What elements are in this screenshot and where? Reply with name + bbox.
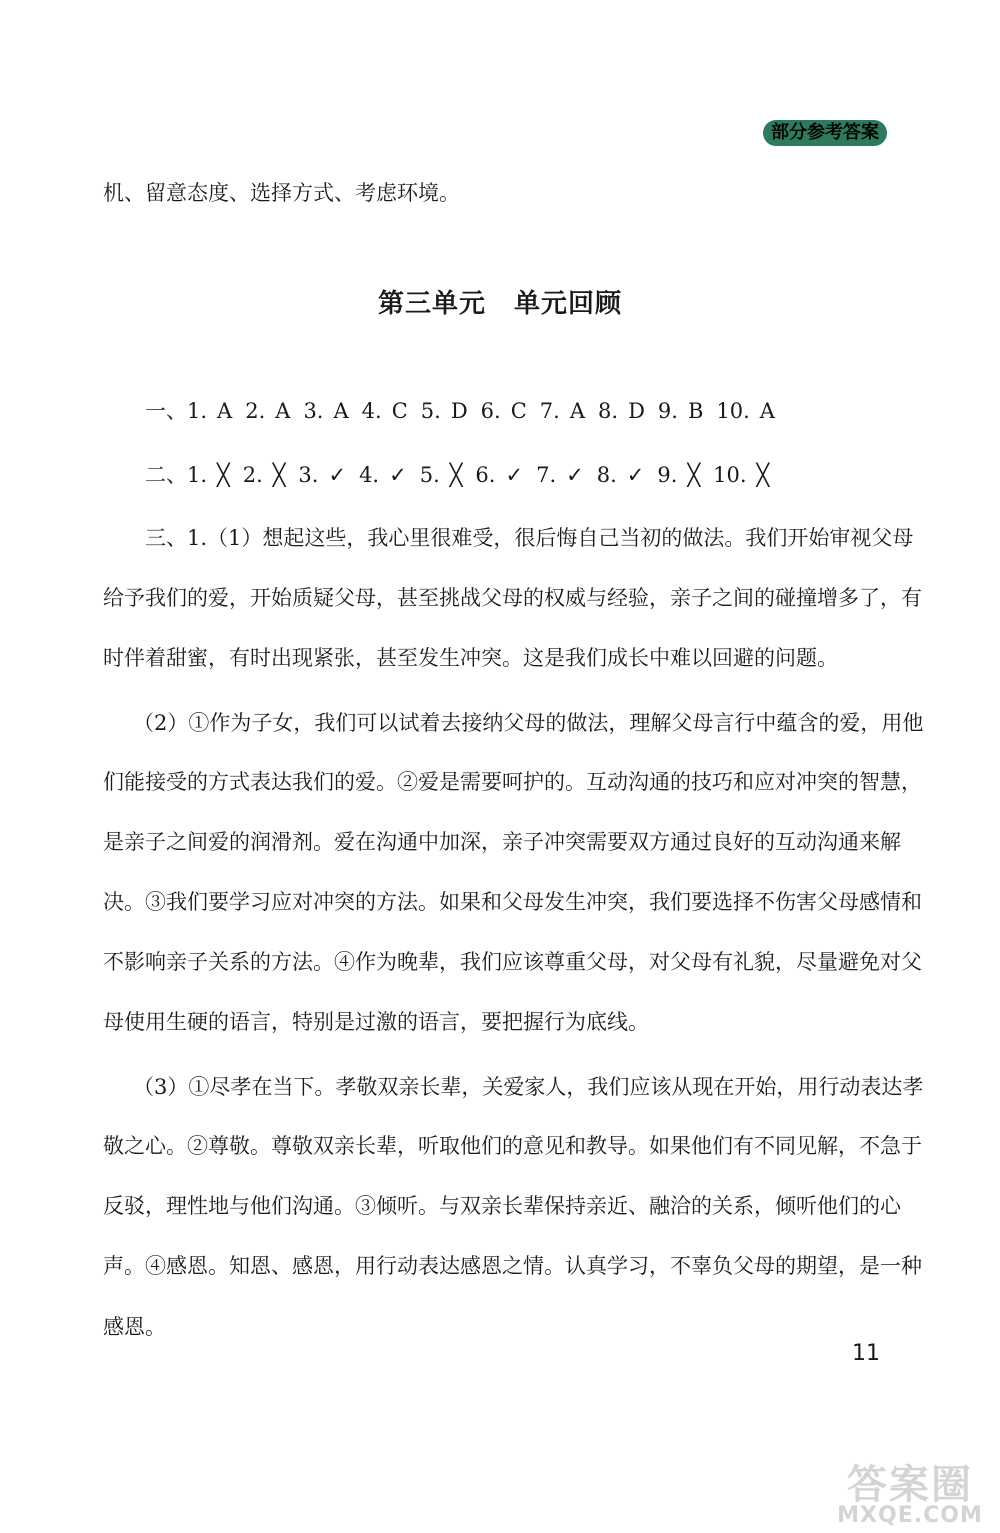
answer-mark: ╳ (756, 463, 770, 487)
page-number: 11 (852, 1341, 880, 1366)
section-1-lead: 一、 (145, 399, 187, 423)
answer-mark: ✓ (328, 463, 347, 487)
answer-number: 3. (298, 463, 319, 487)
answer-value: D (450, 399, 468, 423)
answers-section-1 (145, 396, 775, 426)
answer-number: 9. (657, 463, 678, 487)
answer-number: 5. (420, 399, 441, 423)
intro-line: 机、留意态度、选择方式、考虑环境。 (103, 181, 460, 205)
answer-mark: ╳ (272, 463, 286, 487)
body-line: （2）①作为子女，我们可以试着去接纳父母的做法，理解父母言行中蕴含的爱，用他 (133, 711, 924, 735)
answer-number: 6. (480, 399, 501, 423)
watermark-logo (830, 1445, 990, 1530)
answer-value: B (687, 399, 704, 423)
answer-number: 4. (361, 399, 382, 423)
answer-number: 10. (716, 399, 750, 423)
body-line: 母使用生硬的语言，特别是过激的语言，要把握行为底线。 (103, 1010, 649, 1034)
unit-title (0, 287, 1000, 321)
answer-number: 8. (598, 399, 619, 423)
answer-number: 2. (245, 399, 266, 423)
section-badge: 部分参考答案 (763, 120, 887, 146)
answer-number: 1. (187, 463, 208, 487)
answer-value: C (391, 399, 408, 423)
answer-mark: ✓ (626, 463, 645, 487)
answer-value: C (510, 399, 527, 423)
answer-number: 7. (539, 399, 560, 423)
body-line: （3）①尽孝在当下。孝敬双亲长辈，关爱家人，我们应该从现在开始，用行动表达孝 (133, 1075, 924, 1099)
body-line: 给予我们的爱，开始质疑父母，甚至挑战父母的权威与经验，亲子之间的碰撞增多了，有 (103, 586, 922, 610)
watermark-logo-text: 答案圈 (847, 1462, 973, 1508)
body-line: 敬之心。②尊敬。尊敬双亲长辈，听取他们的意见和教导。如果他们有不同见解，不急于 (103, 1134, 922, 1158)
answer-value: D (628, 399, 645, 423)
answer-number: 7. (536, 463, 557, 487)
unit-name: 单元回顾 (514, 289, 623, 319)
body-line: 三、1.（1）想起这些，我心里很难受，很后悔自己当初的做法。我们开始审视父母 (145, 526, 914, 550)
answer-mark: ╳ (449, 463, 463, 487)
answer-mark: ╳ (687, 463, 701, 487)
body-line: 们能接受的方式表达我们的爱。②爱是需要呵护的。互动沟通的技巧和应对冲突的智慧， (103, 770, 922, 794)
answer-number: 6. (475, 463, 496, 487)
body-line: 是亲子之间爱的润滑剂。爱在沟通中加深，亲子冲突需要双方通过良好的互动沟通来解 (103, 830, 901, 854)
answer-number: 9. (657, 399, 678, 423)
answer-number: 1. (187, 399, 208, 423)
answer-mark: ✓ (566, 463, 584, 487)
answer-number: 5. (419, 463, 440, 487)
answer-value: A (217, 399, 233, 423)
answer-number: 2. (242, 463, 263, 487)
answer-value: A (759, 399, 775, 423)
section-2-lead: 二、 (145, 463, 187, 487)
body-line: 时伴着甜蜜，有时出现紧张，甚至发生冲突。这是我们成长中难以回避的问题。 (103, 646, 838, 670)
answer-mark: ✓ (389, 463, 407, 487)
answer-mark: ✓ (505, 463, 524, 487)
answer-number: 3. (303, 399, 324, 423)
body-line: 决。③我们要学习应对冲突的方法。如果和父母发生冲突，我们要选择不伤害父母感情和 (103, 890, 922, 914)
answer-number: 4. (359, 463, 380, 487)
answer-number: 10. (713, 463, 747, 487)
watermark-url: MXQE.COM (837, 1503, 983, 1528)
body-line: 声。④感恩。知恩、感恩，用行动表达感恩之情。认真学习，不辜负父母的期望，是一种 (103, 1254, 922, 1278)
unit-part: 第三单元 (377, 289, 486, 319)
answers-section-2 (145, 460, 769, 490)
answer-number: 8. (596, 463, 617, 487)
answer-mark: ╳ (217, 463, 230, 487)
body-line: 感恩。 (103, 1315, 166, 1339)
body-line: 不影响亲子关系的方法。④作为晚辈，我们应该尊重父母，对父母有礼貌，尽量避免对父 (103, 950, 922, 974)
answer-value: A (569, 399, 586, 423)
answer-value: A (275, 399, 291, 423)
body-line: 反驳，理性地与他们沟通。③倾听。与双亲长辈保持亲近、融洽的关系，倾听他们的心 (103, 1194, 901, 1218)
answer-value: A (333, 399, 349, 423)
